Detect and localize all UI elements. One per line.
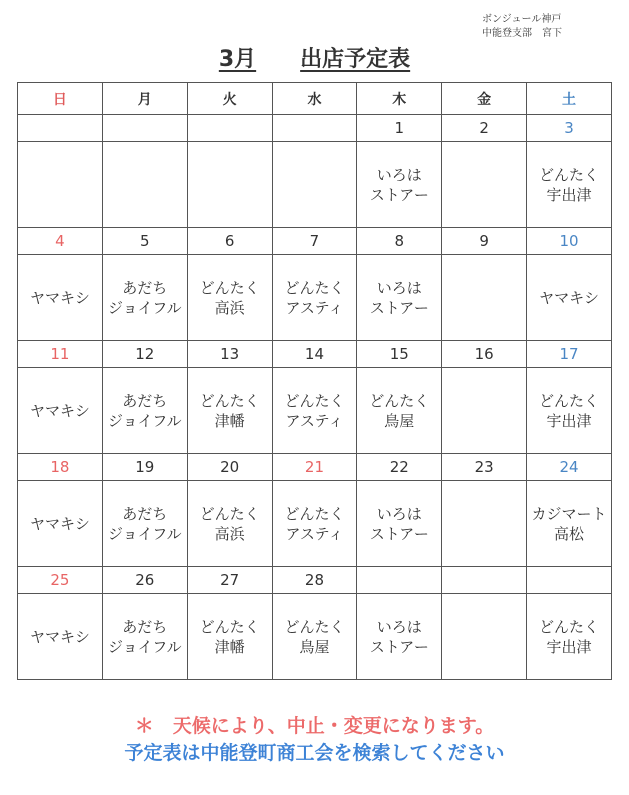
event-line: いろは	[376, 165, 422, 184]
event-line: どんたく	[539, 391, 600, 410]
event-line: 津幡	[214, 637, 245, 656]
org-branch: 中能登支部 宮下	[482, 28, 562, 39]
event-cell	[187, 255, 272, 341]
event-line: 津幡	[214, 411, 245, 430]
event-cell	[187, 594, 272, 680]
event-cell	[442, 368, 527, 454]
event-line: ジョイフル	[107, 411, 182, 430]
event-row	[18, 594, 612, 680]
date-cell	[102, 115, 187, 142]
date-cell: 17	[527, 341, 612, 368]
date-cell: 6	[187, 228, 272, 255]
event-row	[18, 368, 612, 454]
event-cell	[18, 594, 103, 680]
date-row	[18, 115, 612, 142]
weekday-header-row	[18, 83, 612, 115]
event-cell	[102, 368, 187, 454]
event-line: 宇出津	[546, 185, 592, 204]
event-cell	[357, 255, 442, 341]
event-line: ヤマキシ	[29, 627, 90, 646]
date-cell: 25	[18, 567, 103, 594]
date-cell: 14	[272, 341, 357, 368]
event-line: どんたく	[199, 617, 260, 636]
event-row	[18, 142, 612, 228]
event-cell	[527, 594, 612, 680]
event-row	[18, 255, 612, 341]
event-cell	[102, 255, 187, 341]
event-line: アスティ	[285, 411, 344, 430]
event-line: ジョイフル	[107, 524, 182, 543]
search-notice: 予定表は中能登町商工会を検索してください	[124, 742, 505, 764]
event-line: どんたく	[539, 165, 600, 184]
calendar-body	[18, 115, 612, 680]
date-cell	[357, 567, 442, 594]
event-cell	[187, 142, 272, 228]
event-line: ストアー	[369, 298, 429, 317]
event-line: どんたく	[369, 391, 430, 410]
title-text: 出店予定表	[300, 47, 411, 72]
date-cell	[272, 115, 357, 142]
date-cell: 8	[357, 228, 442, 255]
event-line: あだち	[122, 617, 168, 636]
event-cell	[527, 142, 612, 228]
event-cell	[357, 368, 442, 454]
event-cell	[527, 368, 612, 454]
event-cell	[357, 594, 442, 680]
date-cell: 18	[18, 454, 103, 481]
event-line: 鳥屋	[384, 411, 415, 430]
organization-info	[482, 13, 562, 41]
event-line: ジョイフル	[107, 298, 182, 317]
date-cell: 2	[442, 115, 527, 142]
date-cell: 21	[272, 454, 357, 481]
event-cell	[102, 481, 187, 567]
event-line: どんたく	[539, 617, 600, 636]
event-line: どんたく	[284, 278, 345, 297]
event-line: ジョイフル	[107, 637, 182, 656]
event-line: 宇出津	[546, 637, 592, 656]
weather-notice: ＊ 天候により、中止・変更になります。	[134, 715, 495, 737]
weekday-header: 日	[18, 83, 103, 115]
event-cell	[442, 255, 527, 341]
weekday-header: 火	[187, 83, 272, 115]
event-cell	[527, 481, 612, 567]
date-cell: 7	[272, 228, 357, 255]
event-line: どんたく	[284, 617, 345, 636]
event-line: 宇出津	[546, 411, 592, 430]
event-line: いろは	[376, 504, 422, 523]
date-cell: 26	[102, 567, 187, 594]
event-cell	[357, 142, 442, 228]
event-cell	[442, 594, 527, 680]
page-title	[0, 42, 629, 73]
event-cell	[272, 142, 357, 228]
event-line: いろは	[376, 278, 422, 297]
event-line: アスティ	[285, 524, 344, 543]
event-line: 鳥屋	[299, 637, 330, 656]
event-line: いろは	[376, 617, 422, 636]
event-cell	[272, 255, 357, 341]
event-line: あだち	[122, 504, 168, 523]
event-line: あだち	[122, 278, 168, 297]
event-line: どんたく	[199, 504, 260, 523]
event-line: どんたく	[199, 278, 260, 297]
event-line: ヤマキシ	[539, 288, 599, 307]
weekday-header: 木	[357, 83, 442, 115]
date-row	[18, 454, 612, 481]
date-row	[18, 567, 612, 594]
date-cell: 23	[442, 454, 527, 481]
date-cell	[18, 115, 103, 142]
date-cell: 11	[18, 341, 103, 368]
date-cell: 22	[357, 454, 442, 481]
event-line: 高松	[554, 524, 585, 543]
event-line: あだち	[122, 391, 168, 410]
date-cell: 19	[102, 454, 187, 481]
date-cell: 10	[527, 228, 612, 255]
event-line: ヤマキシ	[29, 514, 90, 533]
date-cell: 4	[18, 228, 103, 255]
event-line: カジマート	[531, 504, 607, 523]
event-line: ストアー	[369, 637, 429, 656]
event-line: どんたく	[284, 504, 345, 523]
weekday-header: 月	[102, 83, 187, 115]
event-cell	[357, 481, 442, 567]
event-row	[18, 481, 612, 567]
event-line: アスティ	[285, 298, 344, 317]
date-cell: 13	[187, 341, 272, 368]
event-cell	[272, 368, 357, 454]
date-cell: 15	[357, 341, 442, 368]
event-line: ストアー	[369, 524, 429, 543]
date-cell: 27	[187, 567, 272, 594]
event-cell	[102, 142, 187, 228]
event-cell	[102, 594, 187, 680]
date-cell: 5	[102, 228, 187, 255]
date-cell: 12	[102, 341, 187, 368]
date-row	[18, 228, 612, 255]
date-cell: 1	[357, 115, 442, 142]
event-cell	[442, 481, 527, 567]
date-row	[18, 341, 612, 368]
date-cell	[187, 115, 272, 142]
date-cell: 3	[527, 115, 612, 142]
event-cell	[527, 255, 612, 341]
org-name: ボンジュール神戸	[482, 14, 562, 25]
date-cell: 20	[187, 454, 272, 481]
date-cell: 28	[272, 567, 357, 594]
event-cell	[18, 481, 103, 567]
weekday-header: 金	[442, 83, 527, 115]
date-cell	[527, 567, 612, 594]
event-cell	[187, 368, 272, 454]
event-cell	[187, 481, 272, 567]
event-line: ストアー	[369, 185, 429, 204]
weekday-header: 土	[527, 83, 612, 115]
event-line: どんたく	[199, 391, 260, 410]
event-line: どんたく	[284, 391, 345, 410]
title-month: 3月	[218, 47, 257, 72]
event-line: ヤマキシ	[29, 288, 90, 307]
event-cell	[18, 368, 103, 454]
date-cell	[442, 567, 527, 594]
event-line: 高浜	[214, 524, 245, 543]
date-cell: 24	[527, 454, 612, 481]
calendar-table	[17, 82, 612, 680]
weekday-header: 水	[272, 83, 357, 115]
event-cell	[18, 142, 103, 228]
event-line: ヤマキシ	[29, 401, 90, 420]
event-cell	[272, 481, 357, 567]
date-cell: 16	[442, 341, 527, 368]
event-cell	[18, 255, 103, 341]
date-cell: 9	[442, 228, 527, 255]
event-line: 高浜	[214, 298, 245, 317]
event-cell	[442, 142, 527, 228]
event-cell	[272, 594, 357, 680]
